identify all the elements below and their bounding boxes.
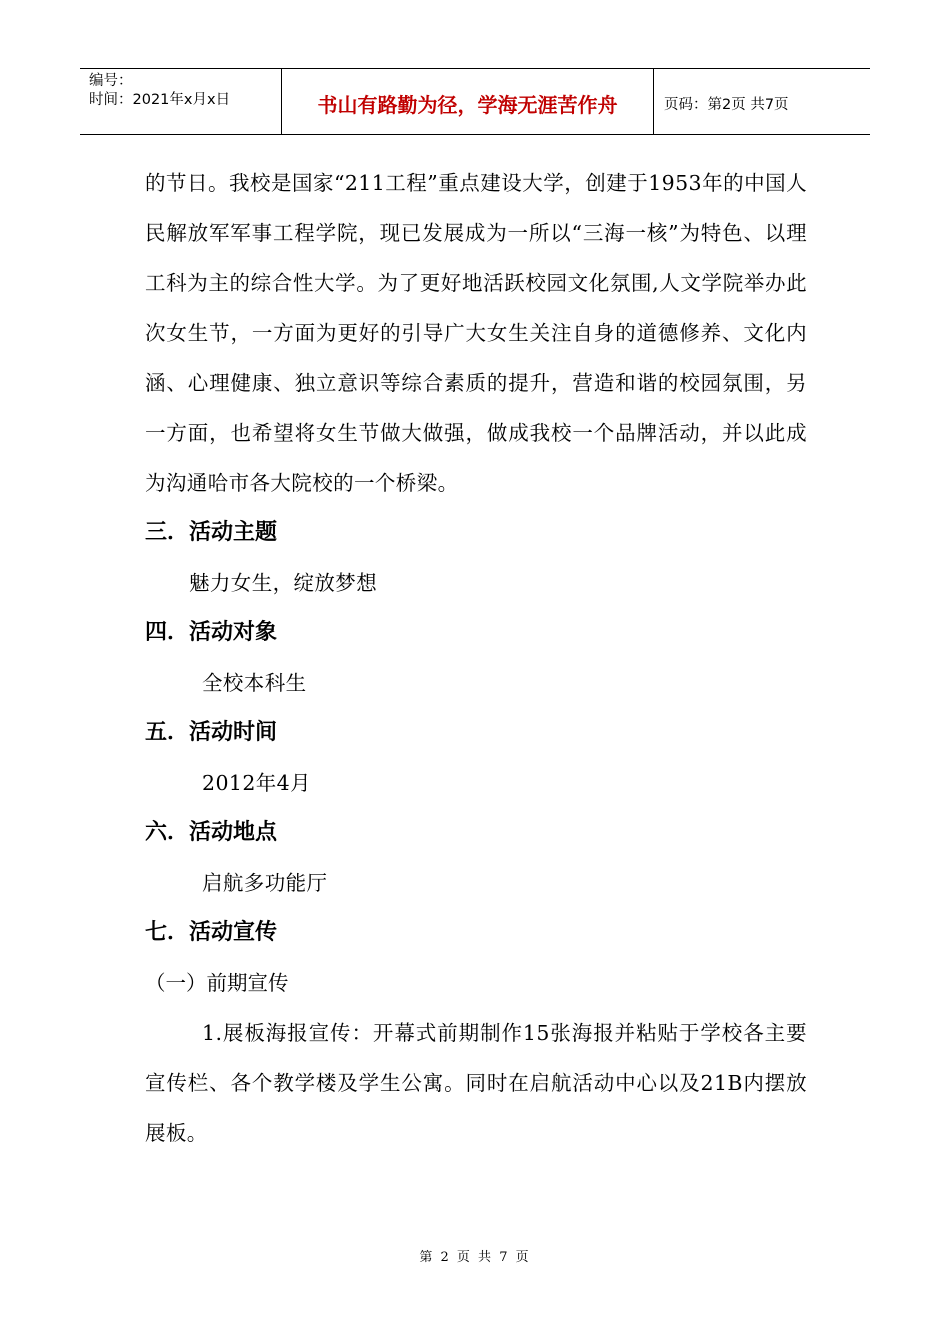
subsection-title: （一）前期宣传 (145, 971, 289, 995)
publicity-item-1: 1.展板海报宣传：开幕式前期制作15张海报并粘贴于学校各主要宣传栏、各个教学楼及学生公寓。同时在启航活动中心以及21B内摆放展板。 (145, 1021, 807, 1145)
section-heading-time: 五．活动时间 (145, 720, 278, 745)
section-heading-location: 六．活动地点 (145, 820, 278, 845)
section-heading-publicity: 七．活动宣传 (145, 920, 278, 945)
section-text-time: 2012年4月 (202, 771, 312, 795)
header-meta (80, 69, 282, 134)
intro-paragraph: 的节日。我校是国家“211工程”重点建设大学，创建于1953年的中国人民解放军军事工程学院，现已发展成为一所以“三海一核”为特色、以理工科为主的综合性大学。为了更好地活跃校园文化氛围,人文学院举办此次女生节，一方面为更好的引导广大女生关注自身的道德修养、文化内涵、心理健康、独立意识等综合素质的提升，营造和谐的校园氛围，另一方面，也希望将女生节做大做强，做成我校一个品牌活动，并以此成为沟通哈市各大院校的一个桥梁。 (145, 171, 807, 495)
page-footer: 第 2 页 共 7 页 (419, 1250, 531, 1265)
section-text-location: 启航多功能厅 (202, 871, 328, 895)
section-heading-theme: 三．活动主题 (145, 520, 278, 545)
number-label: 编号： (89, 73, 133, 89)
document-body (145, 158, 807, 1158)
page-header (80, 68, 870, 135)
section-text-theme: 魅力女生，绽放梦想 (189, 571, 378, 595)
section-heading-audience: 四．活动对象 (145, 620, 278, 645)
time-label: 时间：2021年x月x日 (89, 92, 231, 108)
header-motto: 书山有路勤为径，学海无涯苦作舟 (282, 69, 654, 134)
header-page-info: 页码：第2页 共7页 (664, 97, 789, 113)
section-text-audience: 全校本科生 (202, 671, 307, 695)
